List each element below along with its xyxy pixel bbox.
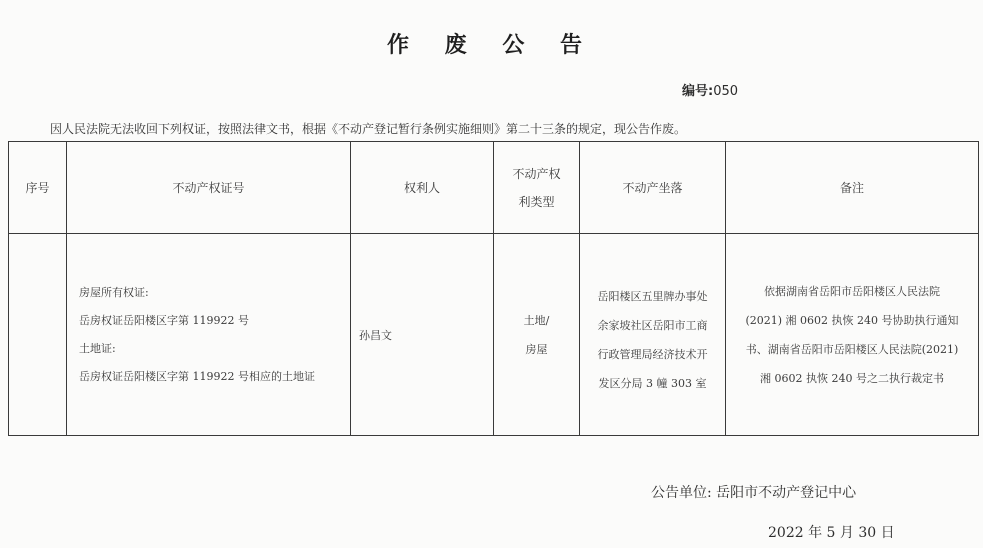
header-location: 不动产坐落: [580, 142, 726, 234]
remark-line: 书、湖南省岳阳市岳阳楼区人民法院(2021): [745, 342, 959, 356]
type-line: 房屋: [525, 342, 548, 356]
table-header-row: [9, 142, 979, 234]
doc-number: [682, 80, 738, 99]
header-seq: 序号: [9, 142, 67, 234]
remark-line: 湘 0602 执恢 240 号之二执行裁定书: [760, 371, 944, 385]
cell-location: [580, 234, 726, 436]
header-owner: 权利人: [351, 142, 494, 234]
location-line: 余家坡社区岳阳市工商: [597, 318, 708, 332]
issuing-unit: 公告单位: 岳阳市不动产登记中心: [651, 485, 857, 501]
cell-cert: [67, 234, 351, 436]
page-title: 作 废 公 告: [387, 33, 596, 58]
cert-line: 岳房权证岳阳楼区字第 119922 号相应的土地证: [79, 369, 315, 383]
remark-line: (2021) 湘 0602 执恢 240 号协助执行通知: [745, 313, 959, 327]
location-line: 行政管理局经济技术开: [597, 347, 708, 361]
cell-type: [494, 234, 580, 436]
cell-remark: [726, 234, 979, 436]
header-type: [494, 142, 580, 234]
cell-owner: 孙昌文: [351, 234, 494, 436]
cert-line: 岳房权证岳阳楼区字第 119922 号: [79, 313, 249, 327]
cell-seq: [9, 234, 67, 436]
header-remark: 备注: [726, 142, 979, 234]
doc-number-label: 编号:: [682, 84, 714, 99]
doc-number-value: 050: [713, 84, 739, 99]
cert-line: 房屋所有权证:: [79, 285, 149, 299]
cert-line: 土地证:: [79, 341, 116, 355]
remark-line: 依据湖南省岳阳市岳阳楼区人民法院: [764, 284, 940, 298]
notice-table: [8, 141, 979, 436]
header-cert: 不动产权证号: [67, 142, 351, 234]
table-row: [9, 234, 979, 436]
header-type-line1: 不动产权: [512, 166, 561, 181]
issue-date: 2022 年 5 月 30 日: [768, 525, 895, 541]
header-type-line2: 利类型: [518, 194, 555, 209]
location-line: 发区分局 3 幢 303 室: [598, 376, 707, 390]
intro-text: 因人民法院无法收回下列权证，按照法律文书，根据《不动产登记暂行条例实施细则》第二十三条的规定，现公告作废。: [50, 122, 687, 136]
location-line: 岳阳楼区五里牌办事处: [597, 289, 708, 303]
type-line: 土地/: [523, 313, 550, 327]
